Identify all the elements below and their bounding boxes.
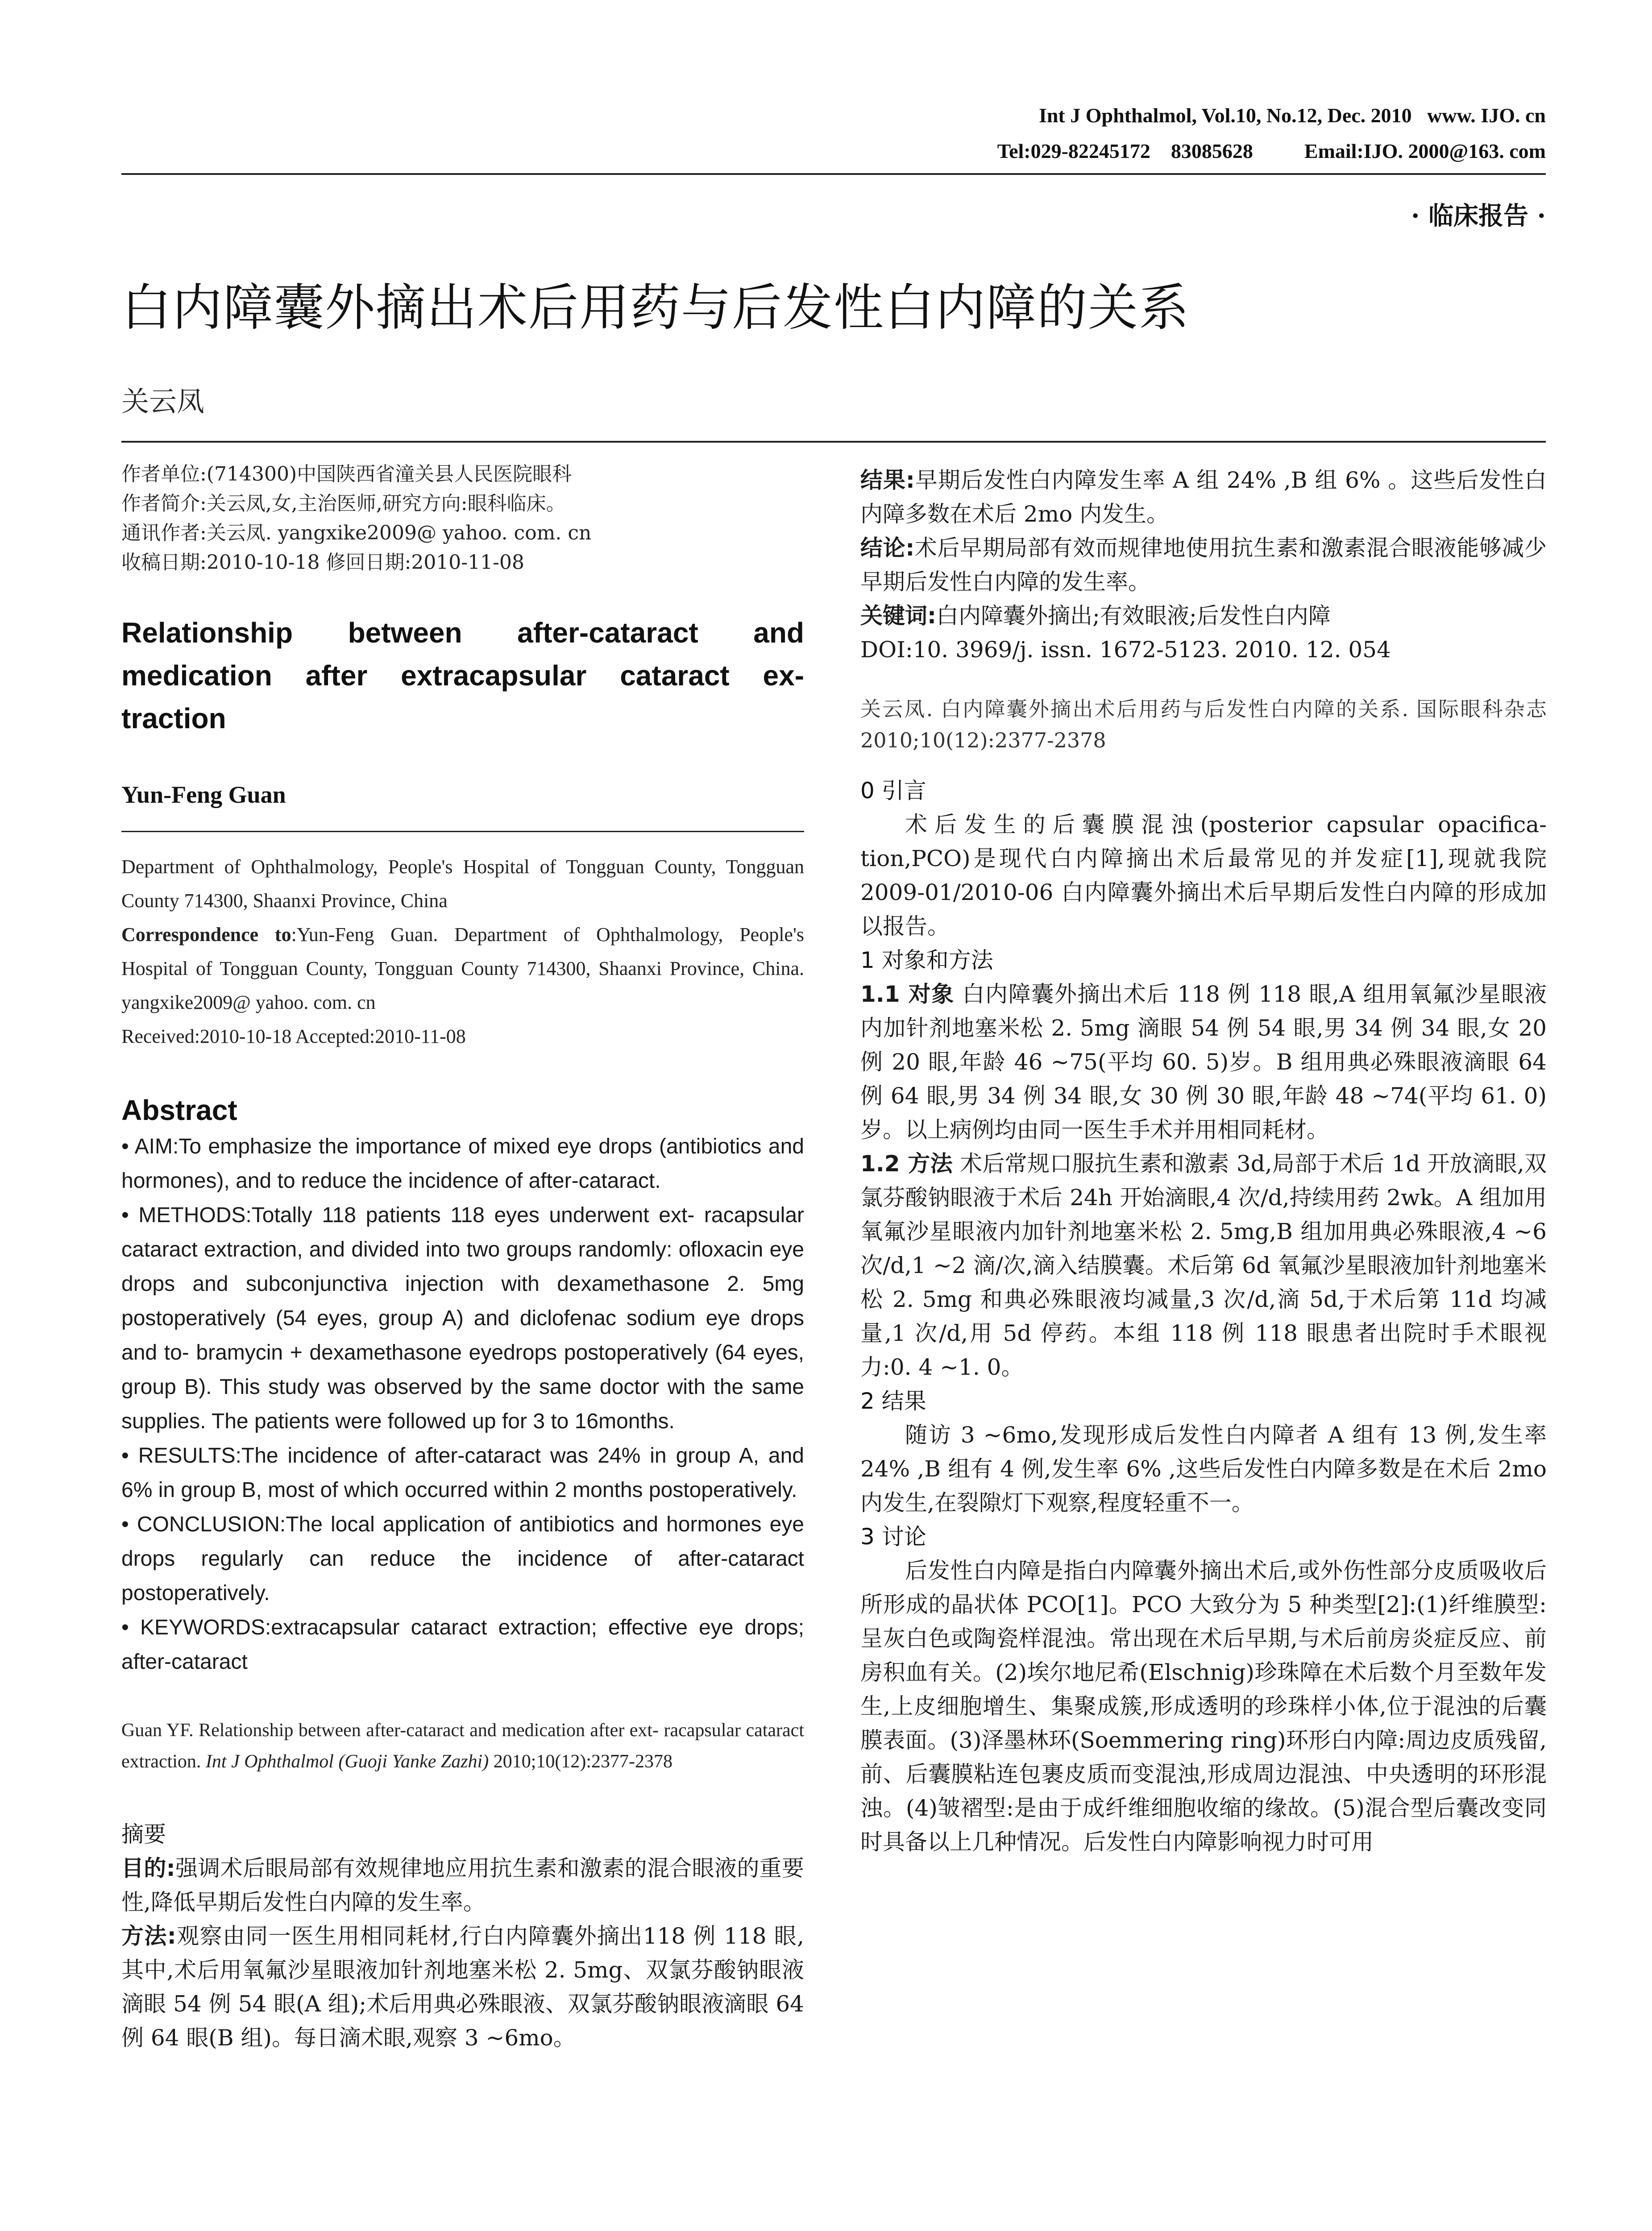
abstract-cn-aim [121, 1851, 804, 1919]
abstract-cn-conclusion-label: 结论: [860, 535, 915, 561]
section-tag: · 临床报告 · [1411, 201, 1546, 231]
section-1-1 [860, 977, 1547, 1147]
section-1-2 [860, 1147, 1547, 1384]
doi: DOI:10. 3969/j. issn. 1672-5123. 2010. 12. 054 [860, 637, 1391, 663]
abstract-cn-keywords [860, 599, 1547, 633]
abstract-methods: • METHODS:Totally 118 patients 118 eyes underwent ext- racapsular cataract extraction, and divided into two groups randomly: ofloxacin eye drops and subconjunctiva injection with dexamethasone 2. 5mg postoperatively (54 eyes, group A) and diclofenac sodium eye drops and to- bramycin + dexamethasone eyedrops postoperatively (64 eyes, group B). This study was observed by the same doctor with the same supplies. The patients were followed up for 3 to 16months. [121, 1203, 804, 1433]
citation-en-journal: Int J Ophthalmol (Guoji Yanke Zazhi) [205, 1751, 489, 1772]
abstract-cn-methods [121, 1919, 804, 2055]
article-title-cn: 白内障囊外摘出术后用药与后发性白内障的关系 [121, 279, 1190, 337]
author-rule [121, 831, 804, 832]
abstract-cn-methods-label: 方法: [121, 1923, 176, 1949]
abstract-cn-results-label: 结果: [860, 467, 915, 493]
abstract-keywords: • KEYWORDS:extracapsular cataract extraction; effective eye drops; after-cataract [121, 1616, 804, 1674]
left-column [121, 460, 804, 2055]
affiliation-en [121, 850, 804, 1053]
abstract-cn-keywords-label: 关键词: [860, 603, 936, 629]
abstract-cn-results-text: 早期后发性白内障发生率 A 组 24% ,B 组 6% 。这些后发性白内障多数在术后 2mo 内发生。 [860, 467, 1547, 527]
meta-affiliation-cn: 作者单位:(714300)中国陕西省潼关县人民医院眼科 [121, 463, 572, 485]
received-accepted: Received:2010-10-18 Accepted:2010-11-08 [121, 1025, 466, 1047]
section-1-1-text: 白内障囊外摘出术后 118 例 118 眼,A 组用氧氟沙星眼液内加针剂地塞米松 2. 5mg 滴眼 54 例 54 眼,男 34 例 34 眼,女 20 例 20 眼,年龄 46 ~75(平均 60. 5)岁。B 组用典必殊眼液滴眼 64 例 64 眼,男 34 例 34 眼,女 30 例 30 眼,年龄 48 ~74(平均 61. 0)岁。以上病例均由同一医生手术并用相同耗材。 [860, 981, 1547, 1143]
header-rule [121, 173, 1546, 175]
section-0-paragraph: 术后发生的后囊膜混浊(posterior capsular opacifica- tion,PCO)是现代白内障摘出术后最常见的并发症[1],现就我院 2009-01/2010-06 白内障囊外摘出术后早期后发性白内障的形成加以报告。 [860, 812, 1547, 939]
journal-contact-line: Tel:029-82245172 83085628 Email:IJO. 2000@163. com [997, 140, 1546, 162]
abstract-cn-heading: 摘要 [121, 1821, 166, 1847]
author-name-cn: 关云凤 [121, 385, 205, 418]
section-0-heading: 0 引言 [860, 778, 926, 804]
abstract-cn-methods-text: 观察由同一医生用相同耗材,行白内障囊外摘出118 例 118 眼,其中,术后用氧氟沙星眼液加针剂地塞米松 2. 5mg、双氯芬酸钠眼液滴眼 54 例 54 眼(A 组);术后用典必殊眼液、双氯芬酸钠眼液滴眼 64 例 64 眼(B 组)。每日滴术眼,观察 3 ~6mo。 [121, 1923, 804, 2051]
journal-header-line: Int J Ophthalmol, Vol.10, No.12, Dec. 2010 www. IJO. cn [1038, 104, 1546, 127]
section-1-2-label: 1.2 方法 [860, 1151, 953, 1177]
citation-cn: 关云凤. 白内障囊外摘出术后用药与后发性白内障的关系. 国际眼科杂志 2010;10(12):2377-2378 [860, 697, 1547, 752]
meta-author-bio-cn: 作者简介:关云凤,女,主治医师,研究方向:眼科临床。 [121, 492, 566, 515]
abstract-cn-conclusion-text: 术后早期局部有效而规律地使用抗生素和激素混合眼液能够减少早期后发性白内障的发生率。 [860, 535, 1547, 595]
abstract-aim: • AIM:To emphasize the importance of mixed eye drops (antibiotics and hormones), and to reduce the incidence of after-cataract. [121, 1135, 804, 1193]
abstract-cn-aim-label: 目的: [121, 1855, 175, 1881]
title-rule [121, 441, 1546, 443]
abstract-conclusion: • CONCLUSION:The local application of antibiotics and hormones eye drops regularly can reduce the incidence of after-cataract postoperatively. [121, 1513, 804, 1605]
abstract-cn-conclusion [860, 531, 1547, 599]
author-name-en: Yun-Feng Guan [121, 781, 286, 808]
abstract-results: • RESULTS:The incidence of after-cataract was 24% in group A, and 6% in group B, most of which occurred within 2 months postoperatively. [121, 1444, 804, 1502]
section-3-heading: 3 讨论 [860, 1524, 926, 1550]
meta-correspondence-cn: 通讯作者:关云凤. yangxike2009@ yahoo. com. cn [121, 522, 592, 544]
article-title-en: Relationship between after-cataract and medication after extracapsular cataract ex- traction [121, 617, 804, 734]
abstract-cn-keywords-text: 白内障囊外摘出;有效眼液;后发性白内障 [936, 603, 1331, 629]
abstract-cn-results [860, 463, 1547, 531]
section-1-1-label: 1.1 对象 [860, 981, 955, 1007]
section-3-paragraph: 后发性白内障是指白内障囊外摘出术后,或外伤性部分皮质吸收后所形成的晶状体 PCO[1]。PCO 大致分为 5 种类型[2]:(1)纤维膜型:呈灰白色或陶瓷样混浊。常出现在术后早期,与术后前房炎症反应、前房积血有关。(2)埃尔地尼希(Elschnig)珍珠障在术后数个月至数年发生,上皮细胞增生、集聚成簇,形成透明的珍珠样小体,位于混浊的后囊膜表面。(3)泽墨林环(Soemmering ring)环形白内障:周边皮质残留,前、后囊膜粘连包裹皮质而变混浊,形成周边混浊、中央透明的环形混浊。(4)皱褶型:是由于成纤维细胞收缩的缘故。(5)混合型后囊改变同时具备以上几种情况。后发性白内障影响视力时可用 [860, 1558, 1547, 1855]
right-column [860, 463, 1547, 1859]
affiliation-dept: Department of Ophthalmology, People's Hospital of Tongguan County, Tongguan County 714300, Shaanxi Province, China [121, 856, 804, 912]
citation-en [121, 1715, 804, 1777]
section-1-2-text: 术后常规口服抗生素和激素 3d,局部于术后 1d 开放滴眼,双氯芬酸钠眼液于术后 24h 开始滴眼,4 次/d,持续用药 2wk。A 组加用氧氟沙星眼液内加针剂地塞米松 2. 5mg,B 组加用典必殊眼液,4 ~6 次/d,1 ~2 滴/次,滴入结膜囊。术后第 6d 氧氟沙星眼液加针剂地塞米松 2. 5mg 和典必殊眼液均减量,3 次/d,滴 5d,于术后第 11d 均减量,1 次/d,用 5d 停药。本组 118 例 118 眼患者出院时手术眼视力:0. 4 ~1. 0。 [860, 1151, 1547, 1380]
abstract-cn-aim-text: 强调术后眼局部有效规律地应用抗生素和激素的混合眼液的重要性,降低早期后发性白内障的发生率。 [121, 1855, 805, 1915]
citation-en-text: Guan YF. Relationship between after-cataract and medication after ext- racapsular cataract extraction. [121, 1720, 804, 1772]
abstract-heading: Abstract [121, 1094, 237, 1126]
meta-dates-cn: 收稿日期:2010-10-18 修回日期:2010-11-08 [121, 551, 525, 574]
section-2-heading: 2 结果 [860, 1388, 926, 1414]
correspondence-text: :Yun-Feng Guan. Department of Ophthalmology, People's Hospital of Tongguan County, Tongguan County 714300, Shaanxi Province, China. yangxike2009@ yahoo. com. cn [121, 924, 804, 1013]
correspondence-label: Correspondence to [121, 924, 291, 945]
citation-en-tail: 2010;10(12):2377-2378 [489, 1751, 672, 1772]
section-1-heading: 1 对象和方法 [860, 947, 993, 973]
section-2-paragraph: 随访 3 ~6mo,发现形成后发性白内障者 A 组有 13 例,发生率 24% ,B 组有 4 例,发生率 6% ,这些后发性白内障多数是在术后 2mo 内发生,在裂隙灯下观察,程度轻重不一。 [860, 1422, 1547, 1516]
